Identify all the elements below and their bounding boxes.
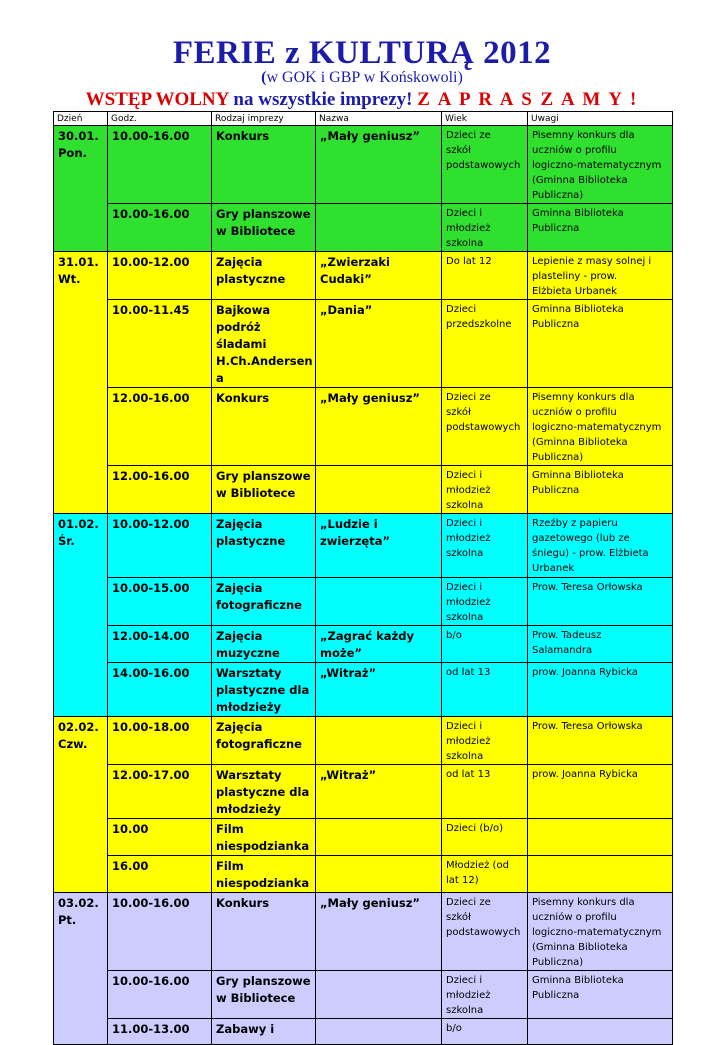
name-text: „Witraż” [320, 768, 377, 782]
time-text: 10.00-18.00 [112, 720, 190, 734]
cell-age [442, 893, 528, 971]
table-row [54, 663, 673, 717]
cell-name [316, 663, 442, 717]
cell-time [108, 819, 212, 856]
cell-name [316, 466, 442, 514]
age-text: Do lat 12 [446, 256, 492, 267]
cell-age [442, 626, 528, 663]
cell-age [442, 578, 528, 626]
name-text: „Witraż” [320, 666, 377, 680]
cell-notes [528, 252, 673, 300]
cell-age [442, 765, 528, 819]
time-text: 10.00-11.45 [112, 303, 190, 317]
time-text: 12.00-14.00 [112, 629, 190, 643]
headline-free-entry: WSTĘP WOLNY [85, 89, 229, 110]
table-row [54, 204, 673, 252]
age-text: Dzieci i młodzież szkolna [446, 975, 491, 1016]
cell-kind [212, 663, 316, 717]
kind-text: Warsztaty plastyczne dla młodzieży [216, 768, 310, 816]
column-header-notes: Uwagi [528, 112, 673, 126]
cell-notes [528, 514, 673, 578]
notes-text: prow. Joanna Rybicka [532, 667, 638, 678]
time-text: 10.00-16.00 [112, 129, 190, 143]
subtitle-text: w GOK i GBP w Końskowoli) [266, 69, 463, 86]
cell-day [54, 126, 108, 252]
time-text: 16.00 [112, 859, 149, 873]
subtitle-paren: ( [261, 69, 267, 86]
notes-text: Prow. Teresa Orłowska [532, 582, 643, 593]
cell-notes [528, 388, 673, 466]
age-text: Dzieci ze szkół podstawowych [446, 897, 521, 938]
cell-name [316, 252, 442, 300]
age-text: Dzieci i młodzież szkolna [446, 518, 491, 559]
cell-time [108, 626, 212, 663]
kind-text: Zajęcia fotograficzne [216, 581, 302, 612]
time-text: 10.00-12.00 [112, 517, 190, 531]
cell-name [316, 126, 442, 204]
name-text: „Mały geniusz” [320, 391, 420, 405]
cell-name [316, 578, 442, 626]
name-text: „Zwierzaki Cudaki” [320, 255, 390, 286]
age-text: Młodzież (od lat 12) [446, 860, 509, 886]
cell-notes [528, 300, 673, 388]
table-header-row [54, 112, 673, 126]
page-title: FERIE z KULTURĄ 2012 [172, 35, 552, 71]
cell-notes [528, 893, 673, 971]
age-text: Dzieci i młodzież szkolna [446, 582, 491, 623]
cell-time [108, 252, 212, 300]
table-row [54, 126, 673, 204]
headline-invite: Z A P R A S Z A M Y ! [417, 89, 639, 110]
cell-name [316, 765, 442, 819]
table-row [54, 819, 673, 856]
day-label: 30.01. Pon. [58, 129, 99, 160]
notes-text: Prow. Tadeusz Salamandra [532, 630, 602, 656]
cell-time [108, 514, 212, 578]
age-text: Dzieci i młodzież szkolna [446, 721, 491, 762]
time-text: 10.00-16.00 [112, 974, 190, 988]
age-text: b/o [446, 630, 462, 641]
age-text: Dzieci i młodzież szkolna [446, 470, 491, 511]
cell-day [54, 893, 108, 1045]
cell-notes [528, 466, 673, 514]
name-text: „Mały geniusz” [320, 129, 420, 143]
cell-time [108, 765, 212, 819]
cell-time [108, 717, 212, 765]
cell-notes [528, 626, 673, 663]
cell-age [442, 466, 528, 514]
notes-text: Gminna Biblioteka Publiczna [532, 470, 624, 496]
table-row [54, 893, 673, 971]
notes-text: Lepienie z masy solnej i plasteliny - prow. Elżbieta Urbanek [532, 256, 652, 297]
cell-notes [528, 1019, 673, 1045]
cell-age [442, 663, 528, 717]
kind-text: Zajęcia muzyczne [216, 629, 280, 660]
age-text: Dzieci ze szkół podstawowych [446, 392, 521, 433]
cell-kind [212, 765, 316, 819]
time-text: 10.00 [112, 822, 149, 836]
cell-kind [212, 126, 316, 204]
cell-name [316, 717, 442, 765]
cell-notes [528, 578, 673, 626]
age-text: Dzieci i młodzież szkolna [446, 208, 491, 249]
table-row [54, 514, 673, 578]
cell-notes [528, 204, 673, 252]
age-text: Dzieci przedszkolne [446, 304, 512, 330]
kind-text: Zabawy i [216, 1022, 275, 1036]
headline [0, 89, 724, 111]
kind-text: Konkurs [216, 391, 270, 405]
cell-kind [212, 204, 316, 252]
notes-text: prow. Joanna Rybicka [532, 769, 638, 780]
kind-text: Zajęcia fotograficzne [216, 720, 302, 751]
column-header-kind: Rodzaj imprezy [212, 112, 316, 126]
cell-name [316, 204, 442, 252]
cell-age [442, 388, 528, 466]
time-text: 10.00-12.00 [112, 255, 190, 269]
cell-kind [212, 300, 316, 388]
cell-age [442, 514, 528, 578]
cell-time [108, 204, 212, 252]
cell-name [316, 819, 442, 856]
headline-all-events: na wszystkie imprezy! [228, 89, 418, 110]
kind-text: Warsztaty plastyczne dla młodzieży [216, 666, 310, 714]
notes-text: Rzeźby z papieru gazetowego (lub ze śniegu) - prow. Elżbieta Urbanek [532, 518, 649, 574]
cell-time [108, 388, 212, 466]
name-text: „Mały geniusz” [320, 896, 420, 910]
cell-kind [212, 856, 316, 893]
cell-name [316, 971, 442, 1019]
table-row [54, 856, 673, 893]
kind-text: Gry planszowe w Bibliotece [216, 207, 311, 238]
cell-time [108, 971, 212, 1019]
cell-name [316, 1019, 442, 1045]
time-text: 14.00-16.00 [112, 666, 190, 680]
table-row [54, 252, 673, 300]
cell-notes [528, 126, 673, 204]
cell-kind [212, 578, 316, 626]
kind-text: Gry planszowe w Bibliotece [216, 469, 311, 500]
time-text: 12.00-16.00 [112, 391, 190, 405]
table-row [54, 971, 673, 1019]
table-row [54, 626, 673, 663]
column-header-time: Godz. [108, 112, 212, 126]
notes-text: Prow. Teresa Orłowska [532, 721, 643, 732]
kind-text: Konkurs [216, 896, 270, 910]
kind-text: Film niespodzianka [216, 859, 310, 890]
notes-text: Pisemny konkurs dla uczniów o profilu logiczno-matematycznym (Gminna Biblioteka Publiczna) [532, 897, 662, 968]
age-text: b/o [446, 1023, 462, 1034]
name-text: „Ludzie i zwierzęta” [320, 517, 391, 548]
cell-notes [528, 663, 673, 717]
table-row [54, 717, 673, 765]
name-text: „Zagrać każdy może” [320, 629, 414, 660]
cell-age [442, 971, 528, 1019]
cell-age [442, 856, 528, 893]
cell-age [442, 819, 528, 856]
cell-day [54, 717, 108, 893]
age-text: od lat 13 [446, 769, 491, 780]
cell-age [442, 126, 528, 204]
kind-text: Zajęcia plastyczne [216, 255, 286, 286]
day-label: 31.01. Wt. [58, 255, 99, 286]
cell-age [442, 300, 528, 388]
table-row [54, 578, 673, 626]
cell-kind [212, 514, 316, 578]
cell-notes [528, 856, 673, 893]
table-row [54, 388, 673, 466]
cell-name [316, 856, 442, 893]
day-label: 01.02. Śr. [58, 517, 99, 548]
notes-text: Pisemny konkurs dla uczniów o profilu logiczno-matematycznym (Gminna Biblioteka Publiczna) [532, 130, 662, 201]
age-text: Dzieci (b/o) [446, 823, 503, 834]
time-text: 12.00-17.00 [112, 768, 190, 782]
kind-text: Film niespodzianka [216, 822, 310, 853]
day-label: 02.02. Czw. [58, 720, 99, 751]
time-text: 10.00-16.00 [112, 207, 190, 221]
cell-time [108, 466, 212, 514]
cell-time [108, 578, 212, 626]
cell-kind [212, 388, 316, 466]
page-subtitle [0, 69, 724, 87]
name-text: „Dania” [320, 303, 373, 317]
time-text: 10.00-15.00 [112, 581, 190, 595]
cell-age [442, 1019, 528, 1045]
cell-kind [212, 717, 316, 765]
cell-notes [528, 971, 673, 1019]
cell-notes [528, 819, 673, 856]
cell-name [316, 514, 442, 578]
cell-age [442, 252, 528, 300]
table-row [54, 765, 673, 819]
cell-time [108, 663, 212, 717]
cell-name [316, 388, 442, 466]
column-header-name: Nazwa [316, 112, 442, 126]
cell-time [108, 126, 212, 204]
cell-day [54, 514, 108, 717]
age-text: Dzieci ze szkół podstawowych [446, 130, 521, 171]
table-row [54, 300, 673, 388]
cell-notes [528, 765, 673, 819]
column-header-age: Wiek [442, 112, 528, 126]
cell-name [316, 893, 442, 971]
cell-age [442, 717, 528, 765]
age-text: od lat 13 [446, 667, 491, 678]
schedule-table [53, 111, 673, 1045]
notes-text: Pisemny konkurs dla uczniów o profilu logiczno-matematycznym (Gminna Biblioteka Publiczna) [532, 392, 662, 463]
cell-time [108, 856, 212, 893]
cell-time [108, 893, 212, 971]
kind-text: Gry planszowe w Bibliotece [216, 974, 311, 1005]
time-text: 12.00-16.00 [112, 469, 190, 483]
cell-day [54, 252, 108, 514]
cell-time [108, 300, 212, 388]
table-row [54, 466, 673, 514]
cell-time [108, 1019, 212, 1045]
column-header-day: Dzień [54, 112, 108, 126]
notes-text: Gminna Biblioteka Publiczna [532, 975, 624, 1001]
notes-text: Gminna Biblioteka Publiczna [532, 208, 624, 234]
time-text: 11.00-13.00 [112, 1022, 190, 1036]
cell-kind [212, 971, 316, 1019]
cell-notes [528, 717, 673, 765]
kind-text: Konkurs [216, 129, 270, 143]
day-label: 03.02. Pt. [58, 896, 99, 927]
time-text: 10.00-16.00 [112, 896, 190, 910]
kind-text: Bajkowa podróż śladami H.Ch.Andersen a [216, 303, 313, 385]
table-row [54, 1019, 673, 1045]
cell-name [316, 626, 442, 663]
cell-kind [212, 252, 316, 300]
cell-kind [212, 466, 316, 514]
cell-age [442, 204, 528, 252]
cell-name [316, 300, 442, 388]
cell-kind [212, 819, 316, 856]
cell-kind [212, 626, 316, 663]
cell-kind [212, 1019, 316, 1045]
kind-text: Zajęcia plastyczne [216, 517, 286, 548]
notes-text: Gminna Biblioteka Publiczna [532, 304, 624, 330]
cell-kind [212, 893, 316, 971]
